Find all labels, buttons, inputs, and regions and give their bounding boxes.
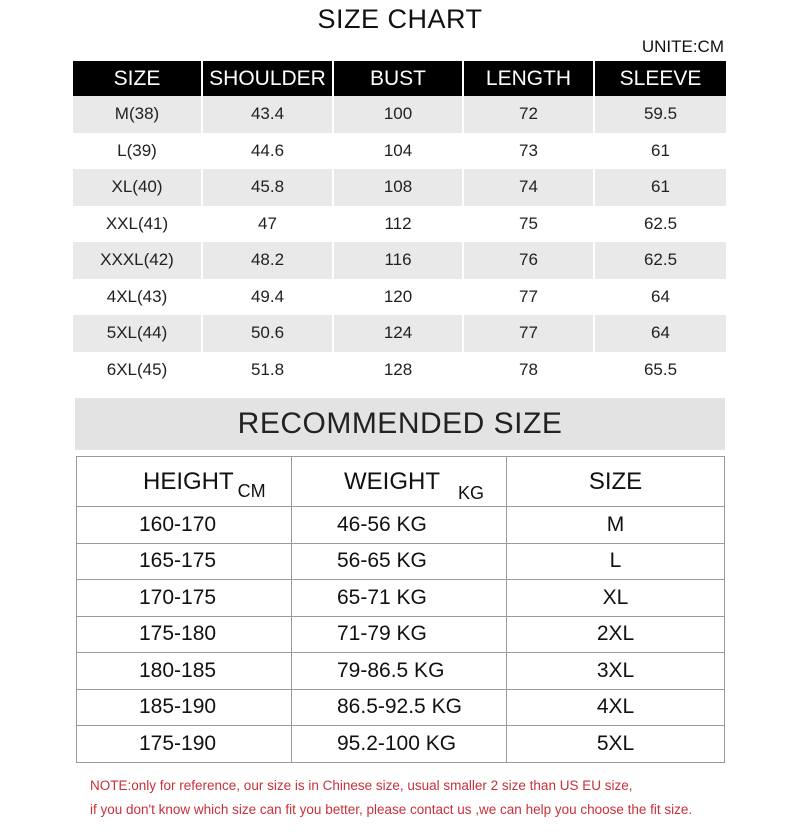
cell-bust: 108 xyxy=(334,169,464,206)
height-label: HEIGHT xyxy=(143,467,234,495)
page-title: SIZE CHART xyxy=(317,4,483,34)
cell-size: M(38) xyxy=(73,96,203,133)
cell-size: L(39) xyxy=(73,133,203,170)
size-chart-row xyxy=(73,242,726,279)
cell-rec-size: M xyxy=(507,507,725,544)
cell-rec-size: 2XL xyxy=(507,616,725,653)
cell-shoulder: 50.6 xyxy=(203,315,334,352)
cell-sleeve: 65.5 xyxy=(643,359,678,379)
cell-length: 75 xyxy=(464,206,595,243)
cell-shoulder: 49.4 xyxy=(203,279,334,316)
cell-length: 73 xyxy=(464,133,595,170)
height-unit: CM xyxy=(237,480,266,501)
size-chart-body xyxy=(73,96,726,388)
cell-length: 77 xyxy=(464,279,595,316)
cell-weight: 95.2-100 KG xyxy=(292,726,507,763)
recommended-row xyxy=(77,689,725,726)
header-length: LENGTH xyxy=(464,61,595,96)
cell-rec-size: XL xyxy=(507,580,725,617)
cell-weight: 46-56 KG xyxy=(292,507,507,544)
cell-shoulder: 44.6 xyxy=(203,133,334,170)
cell-bust: 116 xyxy=(334,242,464,279)
cell-weight: 65-71 KG xyxy=(292,580,507,617)
cell-height: 175-180 xyxy=(77,616,292,653)
cell-sleeve: 64 xyxy=(651,286,670,306)
cell-sleeve: 62.5 xyxy=(643,213,678,233)
size-chart-row xyxy=(73,315,726,352)
cell-shoulder: 43.4 xyxy=(203,96,334,133)
cell-sleeve: 61 xyxy=(651,177,670,197)
cell-size: XL(40) xyxy=(73,169,203,206)
recommended-size-table xyxy=(76,456,725,763)
cell-rec-size: 3XL xyxy=(507,653,725,690)
cell-length: 74 xyxy=(464,169,595,206)
cell-size: XXXL(42) xyxy=(73,242,203,279)
cell-shoulder: 48.2 xyxy=(203,242,334,279)
cell-rec-size: L xyxy=(507,543,725,580)
weight-unit: KG xyxy=(458,482,485,503)
recommended-size-title: RECOMMENDED SIZE xyxy=(75,398,725,450)
recommended-row xyxy=(77,580,725,617)
cell-sleeve: 59.5 xyxy=(643,104,678,124)
cell-height: 170-175 xyxy=(77,580,292,617)
cell-bust: 128 xyxy=(334,352,464,389)
recommended-row xyxy=(77,507,725,544)
size-chart-table xyxy=(73,61,726,388)
cell-height: 165-175 xyxy=(77,543,292,580)
cell-height: 185-190 xyxy=(77,689,292,726)
cell-height: 175-190 xyxy=(77,726,292,763)
cell-length: 77 xyxy=(464,315,595,352)
cell-shoulder: 45.8 xyxy=(203,169,334,206)
cell-weight: 79-86.5 KG xyxy=(292,653,507,690)
cell-bust: 120 xyxy=(334,279,464,316)
header-shoulder: SHOULDER xyxy=(203,61,334,96)
size-chart-row xyxy=(73,169,726,206)
cell-sleeve: 62.5 xyxy=(643,250,678,270)
header-sleeve: SLEEVE xyxy=(619,66,702,90)
cell-length: 72 xyxy=(464,96,595,133)
cell-rec-size: 5XL xyxy=(507,726,725,763)
cell-size: 4XL(43) xyxy=(73,279,203,316)
recommended-row xyxy=(77,543,725,580)
size-chart-row xyxy=(73,279,726,316)
cell-shoulder: 47 xyxy=(203,206,334,243)
size-chart-row xyxy=(73,206,726,243)
recommended-row xyxy=(77,653,725,690)
size-chart-row xyxy=(73,352,726,389)
cell-weight: 86.5-92.5 KG xyxy=(292,689,507,726)
cell-length: 76 xyxy=(464,242,595,279)
cell-length: 78 xyxy=(464,352,595,389)
cell-bust: 100 xyxy=(334,96,464,133)
weight-label: WEIGHT xyxy=(344,467,440,495)
cell-weight: 71-79 KG xyxy=(292,616,507,653)
cell-size: XXL(41) xyxy=(73,206,203,243)
unit-label: UNITE:CM xyxy=(641,37,724,56)
header-height xyxy=(77,457,292,507)
note-line-1: NOTE:only for reference, our size is in Chinese size, usual smaller 2 size than US EU size, xyxy=(90,778,633,793)
cell-height: 160-170 xyxy=(77,507,292,544)
header-size: SIZE xyxy=(73,61,203,96)
cell-weight: 56-65 KG xyxy=(292,543,507,580)
cell-sleeve: 61 xyxy=(651,140,670,160)
size-chart-row xyxy=(73,96,726,133)
recommended-row xyxy=(77,726,725,763)
header-weight xyxy=(292,457,507,507)
cell-height: 180-185 xyxy=(77,653,292,690)
cell-sleeve: 64 xyxy=(651,323,670,343)
recommended-header-row xyxy=(77,457,725,507)
size-chart-header-row xyxy=(73,61,726,96)
cell-bust: 104 xyxy=(334,133,464,170)
header-rec-size: SIZE xyxy=(507,457,725,507)
header-bust: BUST xyxy=(334,61,464,96)
note-line-2: if you don't know which size can fit you better, please contact us ,we can help you choose the fit size. xyxy=(90,802,693,817)
recommended-row xyxy=(77,616,725,653)
cell-size: 6XL(45) xyxy=(73,352,203,389)
size-chart-row xyxy=(73,133,726,170)
cell-rec-size: 4XL xyxy=(507,689,725,726)
cell-shoulder: 51.8 xyxy=(203,352,334,389)
cell-size: 5XL(44) xyxy=(73,315,203,352)
cell-bust: 112 xyxy=(334,206,464,243)
cell-bust: 124 xyxy=(334,315,464,352)
